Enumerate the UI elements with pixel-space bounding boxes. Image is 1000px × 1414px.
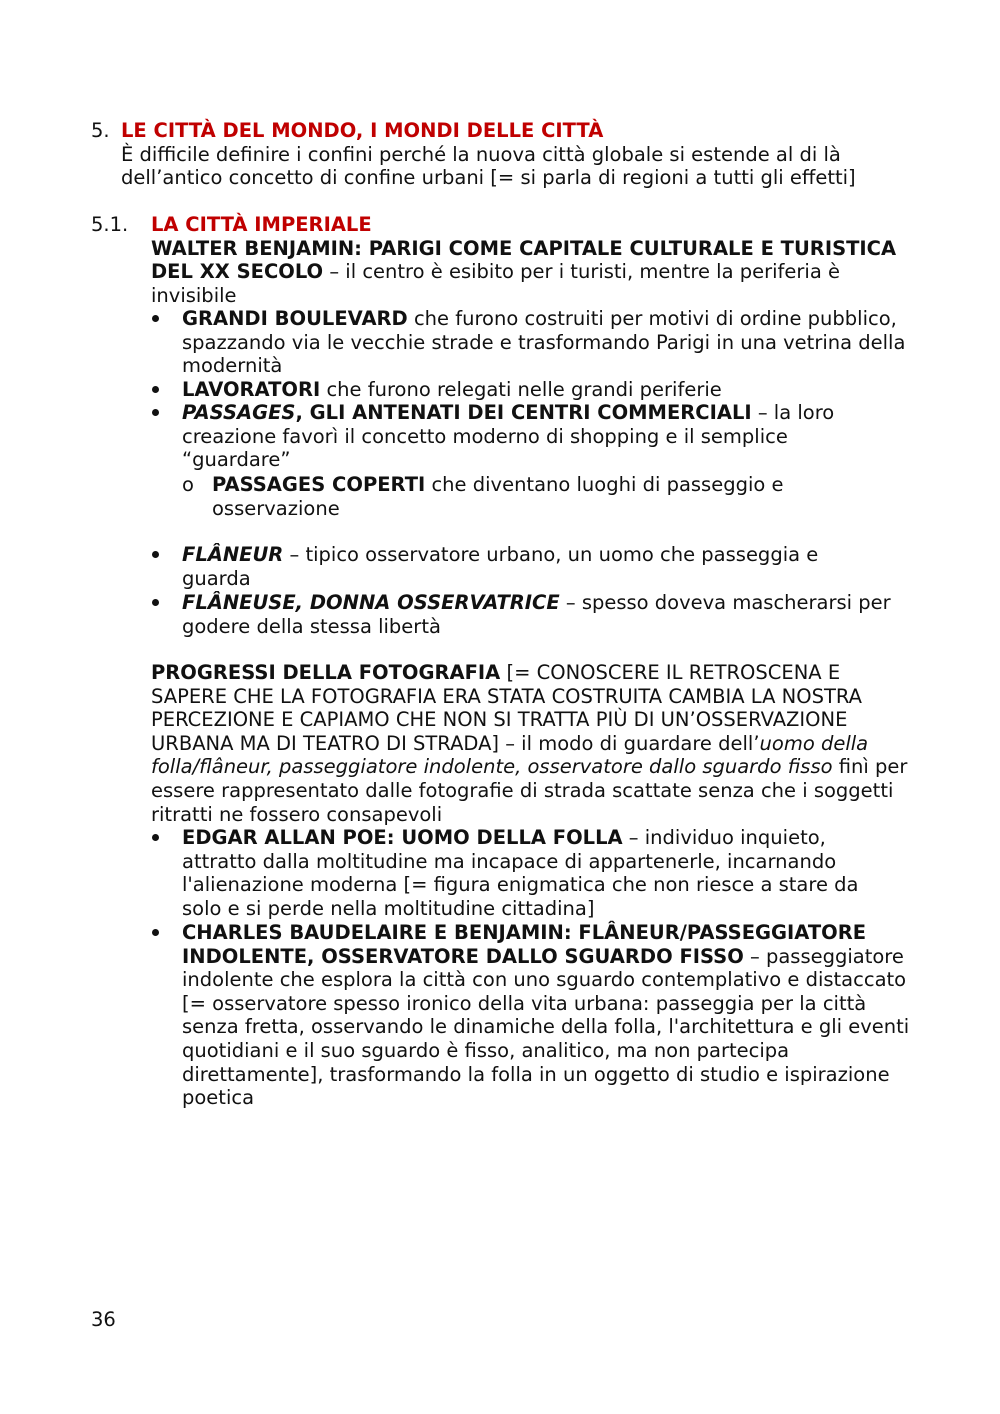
bullet-text: – la loro creazione favorì il concetto moderno di shopping e il semplice “guardare” [182, 401, 835, 472]
sub-bullet-text: che diventano luoghi di passeggio e osservazione [212, 473, 784, 520]
list-item [182, 826, 902, 920]
bullet-text: – spesso doveva mascherarsi per godere della stessa libertà [182, 591, 891, 638]
bullet-heading: EDGAR ALLAN POE: UOMO DELLA FOLLA [182, 826, 623, 849]
benjamin-heading: WALTER BENJAMIN: PARIGI COME CAPITALE CULTURALE E TURISTICA DEL XX SECOLO [151, 236, 897, 284]
bullet-heading-italic: FLÂNEUR [182, 543, 284, 566]
bullet-text: – passeggiatore indolente che esplora la città con uno sguardo contemplativo e distaccato [= osservatore spesso ironico della vita urbana: passeggia per la città senza fretta, osservando le dinamiche della folla, l'architettura e gli eventi quotidiani e il suo sguardo è fisso, analitico, ma non partecipa direttamente], trasformando la folla in un oggetto di studio e ispirazione poetica [182, 944, 910, 1110]
benjamin-text: – il centro è esibito per i turisti, mentre la periferia è invisibile [151, 260, 840, 307]
bullet-heading: LAVORATORI [182, 378, 321, 401]
bullet-dot [152, 551, 159, 558]
bullet-text: che furono relegati nelle grandi periferie [320, 378, 722, 401]
section-51-title: LA CITTÀ IMPERIALE [151, 213, 372, 236]
bullet-dot [152, 409, 159, 416]
list-item [182, 543, 872, 590]
section-5-title: LE CITTÀ DEL MONDO, I MONDI DELLE CITTÀ [121, 119, 604, 142]
list-item [182, 921, 912, 1110]
bullet-dot [152, 929, 159, 936]
section-5-text: È difficile definire i confini perché la nuova città globale si estende al di là dell’antico concetto di confine urbani [= si parla di regioni a tutti gli effetti] [121, 142, 856, 190]
bullet-text: – individuo inquieto, attratto dalla moltitudine ma incapace di appartenerle, incarnando l'alienazione moderna [= figura enigmatica che non riesce a stare da solo e si perde nella moltitudine cittadina] [182, 826, 859, 920]
photography-italic: uomo della folla/flâneur, passeggiatore indolente, osservatore dallo sguardo fisso [151, 731, 869, 779]
sub-list-item [212, 473, 852, 520]
bullet-dot [152, 315, 159, 322]
bullet-dot [152, 386, 159, 393]
bullet-heading-italic: PASSAGES [182, 401, 296, 424]
bullet-dot [152, 834, 159, 841]
bullet-text: che furono costruiti per motivi di ordine pubblico, spazzando via le vecchie strade e trasformando Parigi in una vetrina della modernità [182, 307, 906, 378]
section-51-number: 5.1. [91, 213, 129, 236]
bullet-heading-italic: FLÂNEUSE, DONNA OSSERVATRICE [182, 591, 560, 614]
bullet-heading: , GLI ANTENATI DEI CENTRI COMMERCIALI [295, 401, 752, 424]
list-item [182, 307, 912, 378]
section-5-block [121, 119, 911, 190]
bullet-text: – tipico osservatore urbano, un uomo che passeggia e guarda [182, 543, 819, 590]
page-number: 36 [91, 1308, 116, 1331]
benjamin-paragraph [151, 237, 911, 308]
bullet-heading: CHARLES BAUDELAIRE E BENJAMIN: FLÂNEUR/PASSEGGIATORE INDOLENTE, OSSERVATORE DALLO SGUARDO FISSO [182, 921, 867, 968]
list-item [182, 378, 912, 402]
photography-text-1: [= CONOSCERE IL RETROSCENA E SAPERE CHE LA FOTOGRAFIA ERA STATA COSTRUITA CAMBIA LA NOSTRA PERCEZIONE E CAPIAMO CHE NON SI TRATTA PIÙ DI UN’OSSERVAZIONE URBANA MA DI TEATRO DI STRADA] – il modo di guardare dell’ [151, 661, 862, 755]
section-5-number: 5. [91, 119, 110, 142]
list-item [182, 401, 882, 472]
bullet-dot [152, 599, 159, 606]
sub-bullet-marker: o [182, 473, 194, 496]
sub-bullet-heading: PASSAGES COPERTI [212, 473, 426, 496]
list-item [182, 591, 912, 638]
photography-paragraph [151, 661, 911, 826]
photography-text-2: finì per essere rappresentato dalle fotografie di strada scattate senza che i soggetti ritratti ne fossero consapevoli [151, 755, 908, 826]
section-51-block [151, 213, 911, 307]
photography-heading: PROGRESSI DELLA FOTOGRAFIA [151, 661, 501, 684]
bullet-heading: GRANDI BOULEVARD [182, 307, 408, 330]
